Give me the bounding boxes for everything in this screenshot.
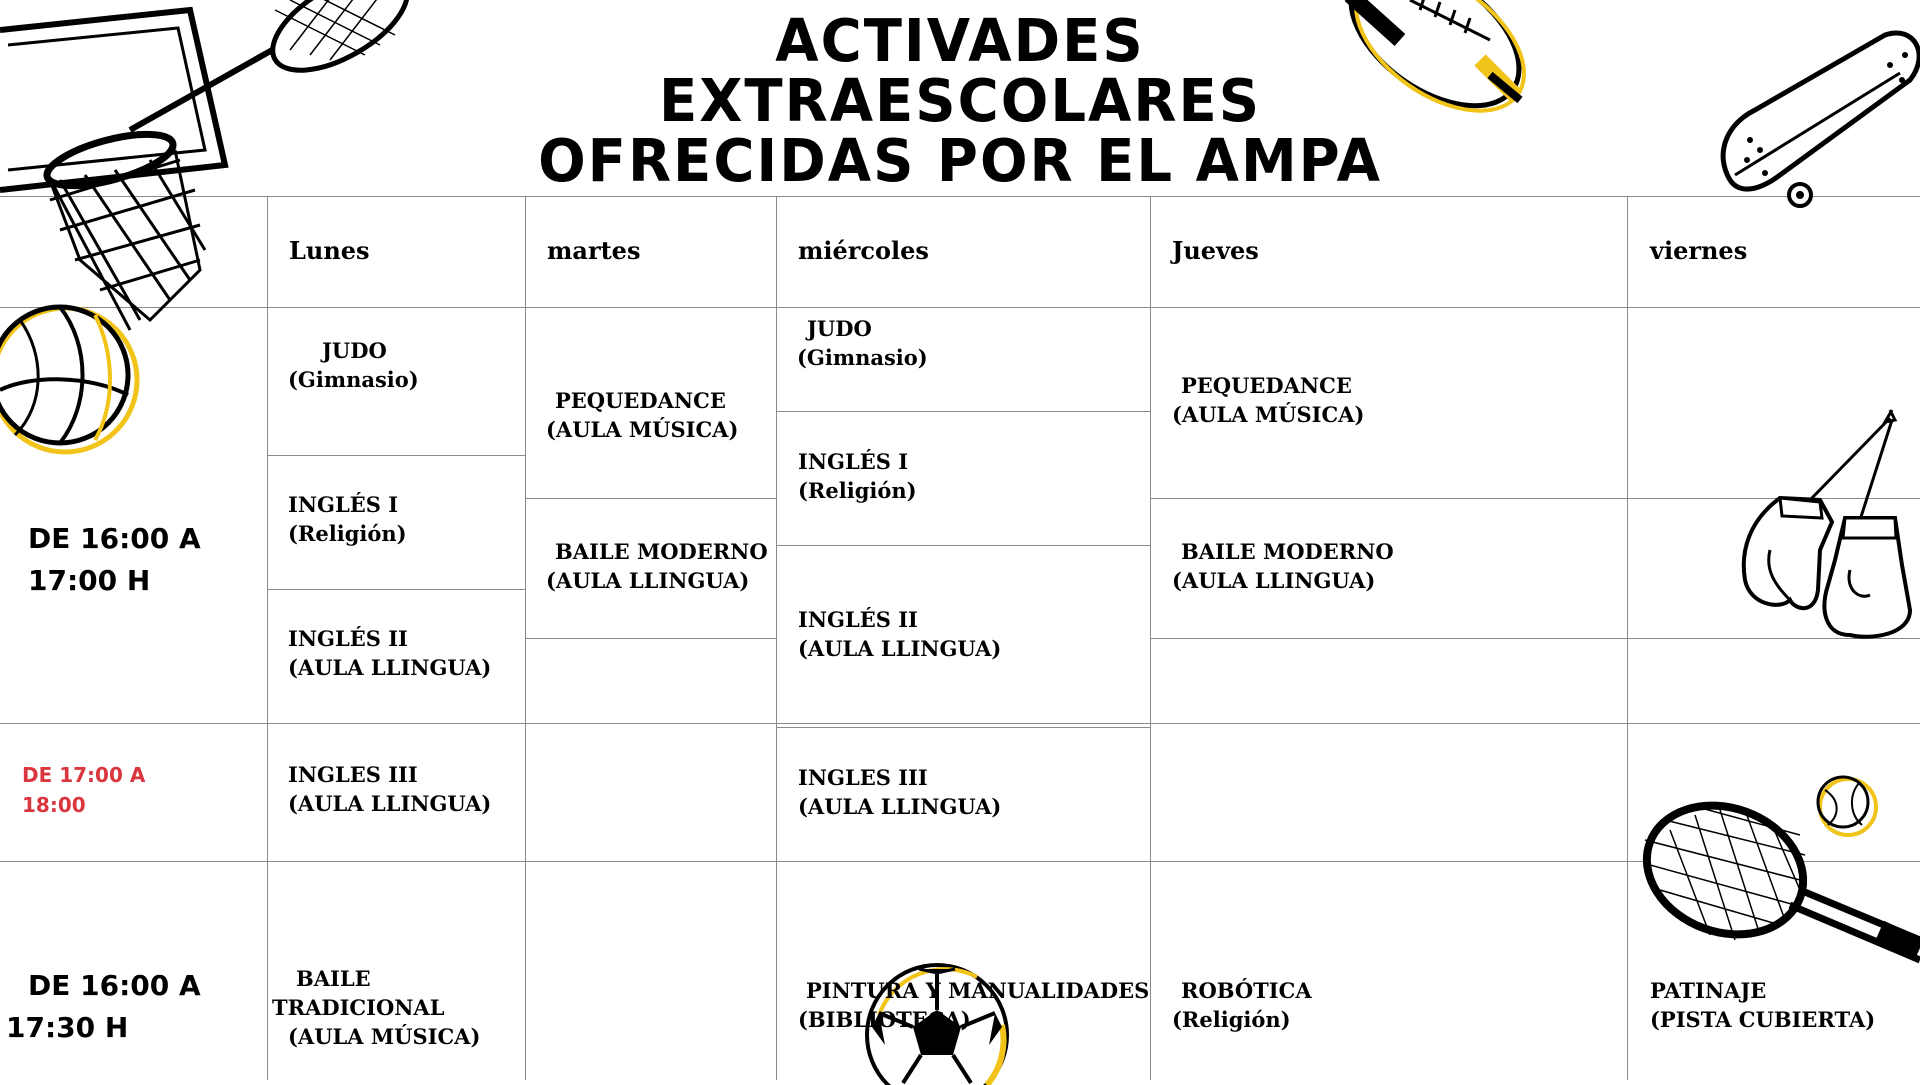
activity-miercoles-ingles-2 (798, 605, 1001, 663)
time-slot-2 (22, 760, 145, 820)
time-slot-1 (28, 518, 201, 602)
grid-line (776, 545, 1150, 546)
page-title-line-2: EXTRAESCOLARES (658, 67, 1262, 136)
activity-location: (Religión) (1172, 1007, 1291, 1032)
activity-lunes-ingles-3 (288, 760, 491, 818)
activity-miercoles-judo (797, 314, 928, 372)
activity-name: BAILE MODERNO (1181, 539, 1394, 564)
activity-location: (AULA MÚSICA) (1172, 402, 1365, 427)
day-header-lunes: Lunes (289, 236, 370, 265)
time-slot-3 (6, 965, 201, 1049)
grid-line (267, 589, 525, 590)
activity-location: (AULA LLINGUA) (288, 655, 492, 680)
basketball-icon (0, 295, 150, 465)
activity-lunes-baile-tradicional (272, 964, 480, 1051)
activity-martes-baile-moderno (546, 537, 768, 595)
activity-name: BAILE (296, 966, 371, 991)
tennis-racket-icon (1650, 770, 1920, 950)
activity-name: ROBÓTICA (1181, 978, 1312, 1003)
activity-name: PEQUEDANCE (1181, 373, 1352, 398)
grid-line (776, 196, 777, 1080)
activity-location: (AULA MÚSICA) (546, 417, 739, 442)
activity-miercoles-pintura (798, 976, 1150, 1034)
day-header-miercoles: miércoles (798, 236, 929, 265)
football-icon (1340, 0, 1540, 125)
time-slot-2-line-2: 18:00 (22, 793, 86, 817)
time-slot-2-line-1: DE 17:00 A (22, 763, 146, 787)
activity-name: BAILE MODERNO (555, 539, 768, 564)
activity-location: (AULA LLINGUA) (546, 568, 750, 593)
activity-location: (Gimnasio) (288, 367, 419, 392)
day-header-viernes: viernes (1650, 236, 1748, 265)
grid-line (776, 727, 1150, 728)
activity-lunes-judo (288, 336, 419, 394)
activity-miercoles-ingles-1 (798, 447, 917, 505)
activity-location: (AULA LLINGUA) (1172, 568, 1376, 593)
grid-line (0, 723, 1920, 724)
grid-line (525, 638, 776, 639)
activity-name: PINTURA Y MANUALIDADES (806, 978, 1150, 1003)
activity-lunes-ingles-1 (288, 490, 407, 548)
activity-location: (AULA LLINGUA) (288, 791, 492, 816)
grid-line (1150, 196, 1151, 1080)
activity-jueves-robotica (1172, 976, 1312, 1034)
activity-name: INGLÉS II (798, 607, 918, 632)
time-slot-3-line-1: DE 16:00 A (28, 969, 201, 1002)
activity-name: JUDO (807, 316, 872, 341)
activity-lunes-ingles-2 (288, 624, 491, 682)
activity-name: INGLÉS II (288, 626, 408, 651)
activity-name: PATINAJE (1650, 978, 1767, 1003)
activity-miercoles-ingles-3 (798, 763, 1001, 821)
activity-name: INGLÉS I (798, 449, 909, 474)
activity-name: INGLES III (288, 762, 418, 787)
time-slot-3-line-2: 17:30 H (6, 1011, 129, 1044)
activity-name: PEQUEDANCE (555, 388, 726, 413)
activity-name: TRADICIONAL (272, 995, 445, 1020)
time-slot-1-line-2: 17:00 H (28, 564, 151, 597)
activity-martes-pequedance (546, 386, 738, 444)
activity-name: INGLES III (798, 765, 928, 790)
activity-location: (AULA LLINGUA) (798, 636, 1002, 661)
activity-location: (Religión) (288, 521, 407, 546)
day-header-jueves: Jueves (1172, 236, 1259, 265)
activity-location: (PISTA CUBIERTA) (1650, 1007, 1876, 1032)
page-title-line-1: ACTIVADES (775, 7, 1145, 76)
grid-line (776, 411, 1150, 412)
day-header-martes: martes (547, 236, 641, 265)
activity-name: INGLÉS I (288, 492, 399, 517)
activity-location: (Religión) (798, 478, 917, 503)
activity-location: (AULA MÚSICA) (288, 1024, 481, 1049)
skateboard-icon (1715, 25, 1920, 215)
activity-jueves-pequedance (1172, 371, 1364, 429)
activity-location: (AULA LLINGUA) (798, 794, 1002, 819)
grid-line (525, 196, 526, 1080)
activity-location: (Gimnasio) (797, 345, 928, 370)
grid-line (1627, 196, 1628, 1080)
page-title-line-3: OFRECIDAS POR EL AMPA (538, 127, 1382, 196)
activity-name: JUDO (322, 338, 387, 363)
basketball-hoop-icon (0, 0, 430, 340)
activity-location: (BIBLIOTECA) (798, 1007, 971, 1032)
activity-viernes-patinaje (1650, 976, 1875, 1034)
grid-line (525, 498, 776, 499)
grid-line (267, 455, 525, 456)
boxing-gloves-icon (1720, 410, 1920, 645)
time-slot-1-line-1: DE 16:00 A (28, 522, 201, 555)
activity-jueves-baile-moderno (1172, 537, 1394, 595)
grid-line (0, 861, 1920, 862)
